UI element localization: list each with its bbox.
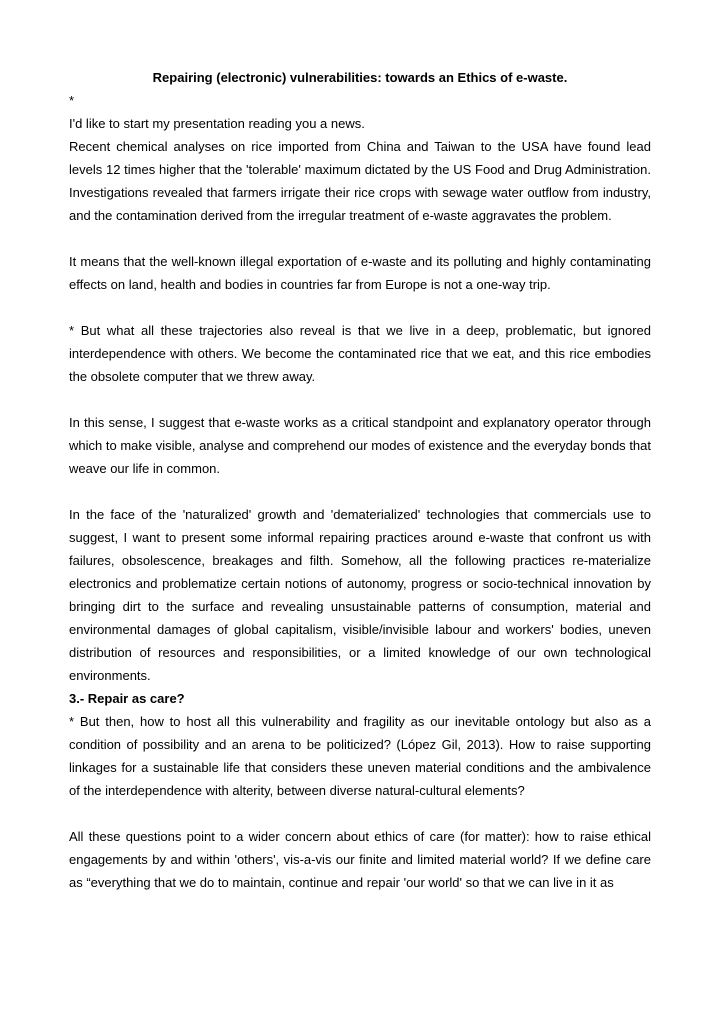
paragraph-gap (69, 388, 651, 411)
paragraph-critical-standpoint: In this sense, I suggest that e-waste works as a critical standpoint and explanatory operator through which to make visible, analyse and comprehend our modes of existence and the everyday bonds that weave our life in common. (69, 415, 651, 476)
paragraph-one-way-trip: It means that the well-known illegal exportation of e-waste and its polluting and highly contaminating effects on land, health and bodies in countries far from Europe is not a one-way trip. (69, 254, 651, 292)
section-heading: 3.- Repair as care? (69, 691, 185, 706)
paragraph-gap (69, 480, 651, 503)
intro-line: I'd like to start my presentation reading you a news. (69, 116, 365, 131)
paragraph-vulnerability: * But then, how to host all this vulnerability and fragility as our inevitable ontology but also as a condition of possibility and an arena to be politicized? (López Gil, 2013). How to raise supporting linkages for a sustainable life that considers these uneven material conditions and the ambivalence of the interdependence with alterity, between diverse natural-cultural elements? (69, 714, 651, 798)
paragraph-gap (69, 802, 651, 825)
paragraph-interdependence: * But what all these trajectories also reveal is that we live in a deep, problematic, but ignored interdependence with others. We become the contaminated rice that we eat, and this rice embodies the obsolete computer that we threw away. (69, 323, 651, 384)
document-page (69, 66, 651, 894)
section-marker: * (69, 93, 75, 108)
paragraph-gap (69, 227, 651, 250)
document-title: Repairing (electronic) vulnerabilities: towards an Ethics of e-waste. (152, 70, 568, 85)
paragraph-gap (69, 296, 651, 319)
paragraph-rice-news: Recent chemical analyses on rice imported from China and Taiwan to the USA have found lead levels 12 times higher that the 'tolerable' maximum dictated by the US Food and Drug Administration. Investigations revealed that farmers irrigate their rice crops with sewage water outflow from industry, and the contamination derived from the irregular treatment of e-waste aggravates the problem. (69, 139, 651, 223)
paragraph-repairing-practices: In the face of the 'naturalized' growth and 'dematerialized' technologies that commercials use to suggest, I want to present some informal repairing practices around e-waste that confront us with failures, obsolescence, breakages and filth. Somehow, all the following practices re-materialize electronics and problematize certain notions of autonomy, progress or socio-technical innovation by bringing dirt to the surface and revealing unsustainable patterns of consumption, material and environmental damages of global capitalism, visible/invisible labour and workers' bodies, uneven distribution of resources and responsibilities, or a limited knowledge of our own technological environments. (69, 507, 651, 683)
paragraph-ethics-of-care: All these questions point to a wider concern about ethics of care (for matter): how to raise ethical engagements by and within 'others', vis-a-vis our finite and limited material world? If we define care as “everything that we do to maintain, continue and repair 'our world' so that we can live in it as (69, 829, 651, 890)
